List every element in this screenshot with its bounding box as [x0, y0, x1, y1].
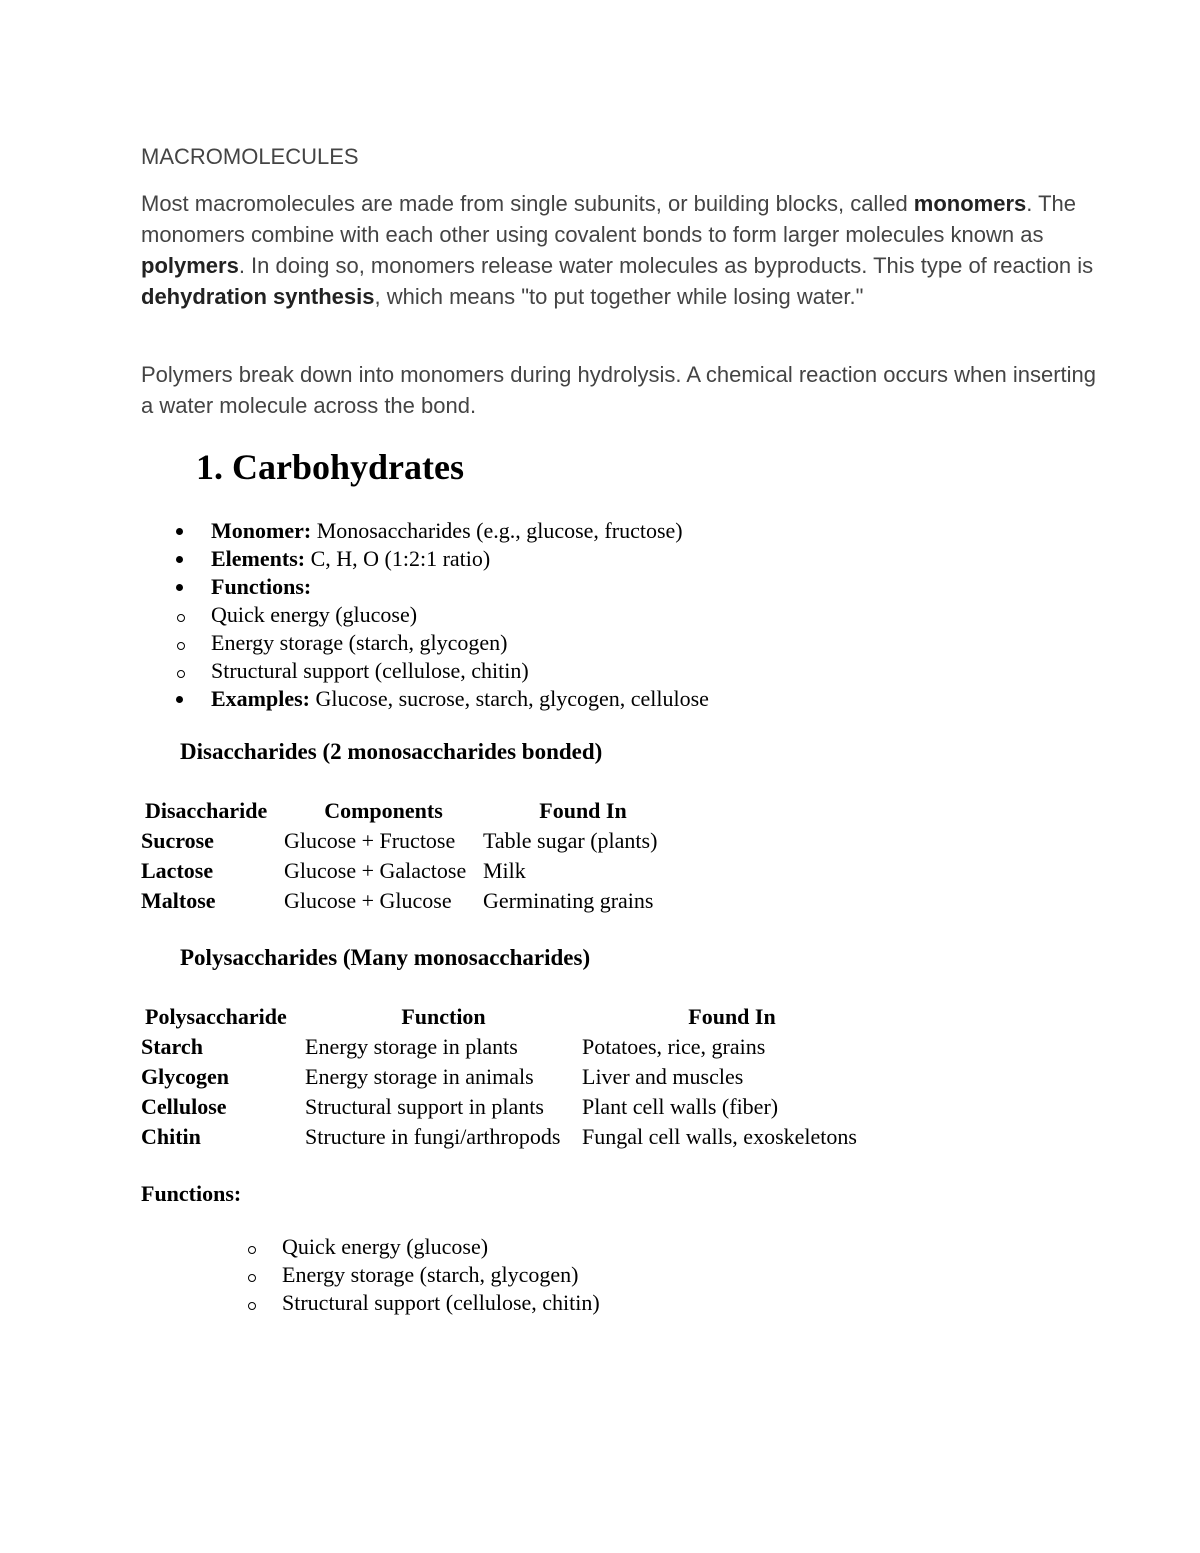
- term-monomers: monomers: [913, 191, 1027, 216]
- disaccharides-table: [141, 796, 683, 916]
- table-cell: Glucose + Fructose: [284, 828, 456, 853]
- table-cell: Fungal cell walls, exoskeletons: [582, 1124, 857, 1149]
- polysaccharides-table: [141, 1002, 882, 1152]
- table-cell: Plant cell walls (fiber): [582, 1094, 779, 1119]
- circle-bullet-icon: [248, 1274, 256, 1282]
- table-cell: Structure in fungi/arthropods: [305, 1124, 561, 1149]
- item-text: Quick energy (glucose): [282, 1234, 489, 1259]
- intro-text: . In doing so, monomers release water molecules as byproducts. This type of reaction is: [238, 253, 1094, 278]
- table-cell: Maltose: [141, 888, 216, 913]
- list-item: [70, 601, 709, 629]
- item-value: Monosaccharides (e.g., glucose, fructose): [311, 518, 683, 543]
- table-row: [141, 856, 683, 886]
- item-value: C, H, O (1:2:1 ratio): [305, 546, 491, 571]
- intro-text: , which means "to put together while losing water.": [374, 284, 864, 309]
- item-text: Structural support (cellulose, chitin): [282, 1290, 600, 1315]
- bullet-icon: [176, 556, 183, 563]
- table-cell: Chitin: [141, 1124, 201, 1149]
- polysaccharides-heading: Polysaccharides (Many monosaccharides): [180, 945, 591, 970]
- column-header: Found In: [688, 1004, 776, 1029]
- circle-bullet-icon: [248, 1302, 256, 1310]
- item-label: Examples:: [211, 686, 310, 711]
- circle-bullet-icon: [248, 1246, 256, 1254]
- item-label: Functions:: [211, 574, 312, 599]
- list-item: [70, 629, 709, 657]
- table-cell: Milk: [483, 858, 526, 883]
- table-cell: Sucrose: [141, 828, 214, 853]
- table-cell: Starch: [141, 1034, 203, 1059]
- table-cell: Table sugar (plants): [483, 828, 658, 853]
- table-row: [141, 826, 683, 856]
- bullet-icon: [176, 696, 183, 703]
- functions-label: Functions:: [141, 1181, 242, 1206]
- item-label: Elements:: [211, 546, 306, 571]
- intro-text: . The monomers combine with each other using covalent bonds to form larger molecules known as: [141, 191, 1077, 247]
- intro-paragraph: [141, 188, 1101, 312]
- column-header: Found In: [539, 798, 627, 823]
- item-text: Energy storage (starch, glycogen): [211, 630, 508, 655]
- column-header: Function: [401, 1004, 486, 1029]
- circle-bullet-icon: [177, 614, 185, 622]
- disaccharides-heading: Disaccharides (2 monosaccharides bonded): [180, 739, 603, 764]
- functions-sublist: [70, 601, 709, 685]
- list-item-examples: [141, 685, 709, 713]
- table-cell: Energy storage in plants: [305, 1034, 518, 1059]
- table-row: [141, 1122, 882, 1152]
- list-item: [70, 657, 709, 685]
- table-cell: Structural support in plants: [305, 1094, 544, 1119]
- table-row: [141, 1032, 882, 1062]
- table-cell: Lactose: [141, 858, 214, 883]
- carbohydrates-list: [141, 517, 709, 713]
- list-item-elements: [141, 545, 709, 573]
- table-row: [141, 1062, 882, 1092]
- table-cell: Energy storage in animals: [305, 1064, 534, 1089]
- list-item: [141, 1233, 600, 1261]
- list-item: [141, 1289, 600, 1317]
- table-cell: Potatoes, rice, grains: [582, 1034, 766, 1059]
- item-value: Glucose, sucrose, starch, glycogen, cellulose: [310, 686, 709, 711]
- item-text: Quick energy (glucose): [211, 602, 418, 627]
- table-row: [141, 886, 683, 916]
- list-item-functions: [141, 573, 709, 685]
- carbohydrates-heading: 1. Carbohydrates: [196, 447, 464, 487]
- column-header: Polysaccharide: [145, 1004, 287, 1029]
- bullet-icon: [176, 584, 183, 591]
- term-dehydration-synthesis: dehydration synthesis: [141, 284, 375, 309]
- table-row: [141, 1092, 882, 1122]
- list-item-monomer: [141, 517, 709, 545]
- hydrolysis-paragraph: Polymers break down into monomers during hydrolysis. A chemical reaction occurs when inserting a water molecule across the bond.: [141, 362, 1096, 418]
- bullet-icon: [176, 528, 183, 535]
- intro-text: Most macromolecules are made from single subunits, or building blocks, called: [141, 191, 914, 216]
- term-polymers: polymers: [141, 253, 239, 278]
- item-text: Structural support (cellulose, chitin): [211, 658, 529, 683]
- table-cell: Glucose + Glucose: [284, 888, 452, 913]
- table-cell: Glucose + Galactose: [284, 858, 467, 883]
- circle-bullet-icon: [177, 670, 185, 678]
- table-header-row: [141, 1002, 882, 1032]
- table-cell: Liver and muscles: [582, 1064, 744, 1089]
- list-item: [141, 1261, 600, 1289]
- item-text: Energy storage (starch, glycogen): [282, 1262, 579, 1287]
- column-header: Disaccharide: [145, 798, 268, 823]
- table-header-row: [141, 796, 683, 826]
- table-cell: Cellulose: [141, 1094, 227, 1119]
- circle-bullet-icon: [177, 642, 185, 650]
- column-header: Components: [324, 798, 443, 823]
- item-label: Monomer:: [211, 518, 312, 543]
- table-cell: Glycogen: [141, 1064, 229, 1089]
- table-cell: Germinating grains: [483, 888, 654, 913]
- functions-list: [141, 1233, 600, 1317]
- document-title: MACROMOLECULES: [141, 144, 359, 169]
